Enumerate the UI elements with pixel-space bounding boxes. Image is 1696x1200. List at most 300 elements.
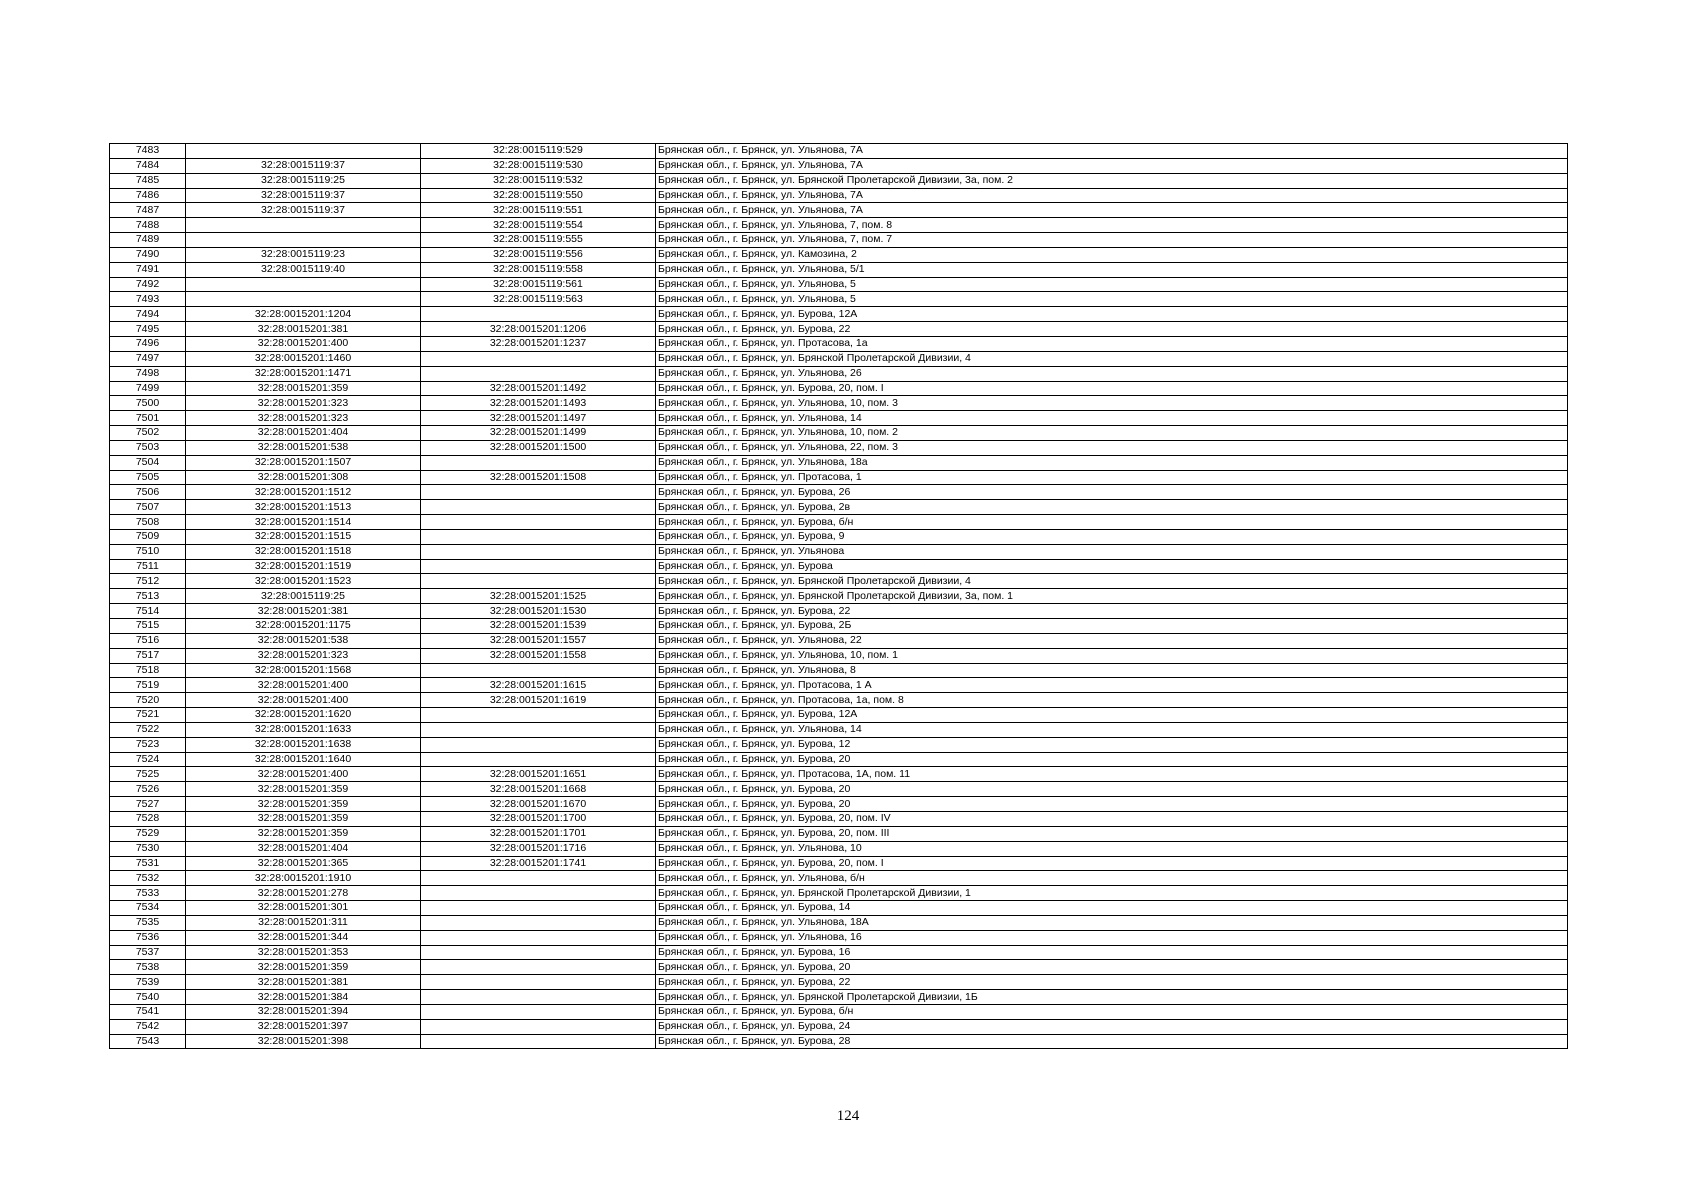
cadastral-number-cell: 32:28:0015201:1206 — [421, 322, 656, 337]
address-cell: Брянская обл., г. Брянск, ул. Брянской Пролетарской Дивизии, 4 — [656, 351, 1568, 366]
parent-cadastral-number-cell: 32:28:0015119:37 — [186, 203, 421, 218]
address-cell: Брянская обл., г. Брянск, ул. Бурова, 16 — [656, 945, 1568, 960]
address-cell: Брянская обл., г. Брянск, ул. Бурова, 20 — [656, 752, 1568, 767]
cadastral-number-cell — [421, 901, 656, 916]
cadastral-number-cell: 32:28:0015201:1492 — [421, 381, 656, 396]
table-row — [110, 1034, 1568, 1049]
cadastral-number-cell — [421, 945, 656, 960]
address-cell: Брянская обл., г. Брянск, ул. Бурова, 12А — [656, 307, 1568, 322]
row-number-cell: 7525 — [110, 767, 186, 782]
address-cell: Брянская обл., г. Брянск, ул. Ульянова, 14 — [656, 722, 1568, 737]
address-cell: Брянская обл., г. Брянск, ул. Бурова, 26 — [656, 485, 1568, 500]
cadastral-number-cell — [421, 990, 656, 1005]
table-row — [110, 426, 1568, 441]
parent-cadastral-number-cell: 32:28:0015201:400 — [186, 767, 421, 782]
cadastral-number-cell: 32:28:0015119:550 — [421, 188, 656, 203]
row-number-cell: 7512 — [110, 574, 186, 589]
parent-cadastral-number-cell: 32:28:0015201:397 — [186, 1019, 421, 1034]
parent-cadastral-number-cell: 32:28:0015201:1471 — [186, 366, 421, 381]
table-row — [110, 485, 1568, 500]
table-row — [110, 633, 1568, 648]
parent-cadastral-number-cell: 32:28:0015201:1204 — [186, 307, 421, 322]
parent-cadastral-number-cell — [186, 292, 421, 307]
address-cell: Брянская обл., г. Брянск, ул. Бурова, 20 — [656, 797, 1568, 812]
address-cell: Брянская обл., г. Брянск, ул. Бурова, 9 — [656, 529, 1568, 544]
cadastral-number-cell: 32:28:0015201:1716 — [421, 841, 656, 856]
address-cell: Брянская обл., г. Брянск, ул. Брянской Пролетарской Дивизии, 1Б — [656, 990, 1568, 1005]
table-row — [110, 915, 1568, 930]
table-row — [110, 826, 1568, 841]
row-number-cell: 7523 — [110, 737, 186, 752]
row-number-cell: 7490 — [110, 247, 186, 262]
cadastral-number-cell: 32:28:0015119:551 — [421, 203, 656, 218]
parent-cadastral-number-cell: 32:28:0015201:301 — [186, 901, 421, 916]
table-row — [110, 1019, 1568, 1034]
table-row — [110, 960, 1568, 975]
table-row — [110, 559, 1568, 574]
row-number-cell: 7534 — [110, 901, 186, 916]
row-number-cell: 7533 — [110, 886, 186, 901]
table-row — [110, 247, 1568, 262]
row-number-cell: 7527 — [110, 797, 186, 812]
table-row — [110, 515, 1568, 530]
parent-cadastral-number-cell: 32:28:0015201:381 — [186, 322, 421, 337]
row-number-cell: 7539 — [110, 975, 186, 990]
parent-cadastral-number-cell: 32:28:0015201:1638 — [186, 737, 421, 752]
address-cell: Брянская обл., г. Брянск, ул. Бурова — [656, 559, 1568, 574]
address-cell: Брянская обл., г. Брянск, ул. Ульянова, 8 — [656, 663, 1568, 678]
row-number-cell: 7493 — [110, 292, 186, 307]
row-number-cell: 7491 — [110, 262, 186, 277]
address-cell: Брянская обл., г. Брянск, ул. Брянской Пролетарской Дивизии, 3а, пом. 2 — [656, 173, 1568, 188]
row-number-cell: 7500 — [110, 396, 186, 411]
parent-cadastral-number-cell: 32:28:0015201:1515 — [186, 529, 421, 544]
table-row — [110, 589, 1568, 604]
cadastral-number-cell: 32:28:0015201:1668 — [421, 782, 656, 797]
parent-cadastral-number-cell: 32:28:0015119:37 — [186, 158, 421, 173]
row-number-cell: 7499 — [110, 381, 186, 396]
parent-cadastral-number-cell: 32:28:0015201:308 — [186, 470, 421, 485]
cadastral-number-cell — [421, 737, 656, 752]
cadastral-number-cell: 32:28:0015201:1700 — [421, 811, 656, 826]
table-row — [110, 708, 1568, 723]
parent-cadastral-number-cell: 32:28:0015201:1640 — [186, 752, 421, 767]
parent-cadastral-number-cell: 32:28:0015201:1633 — [186, 722, 421, 737]
address-cell: Брянская обл., г. Брянск, ул. Протасова, 1А, пом. 11 — [656, 767, 1568, 782]
cadastral-number-cell: 32:28:0015119:532 — [421, 173, 656, 188]
row-number-cell: 7507 — [110, 500, 186, 515]
address-cell: Брянская обл., г. Брянск, ул. Бурова, 20 — [656, 960, 1568, 975]
parent-cadastral-number-cell: 32:28:0015201:1518 — [186, 544, 421, 559]
row-number-cell: 7521 — [110, 708, 186, 723]
cadastral-number-cell: 32:28:0015201:1539 — [421, 619, 656, 634]
cadastral-number-cell — [421, 663, 656, 678]
address-cell: Брянская обл., г. Брянск, ул. Ульянова, 26 — [656, 366, 1568, 381]
cadastral-number-cell: 32:28:0015201:1497 — [421, 411, 656, 426]
table-row — [110, 901, 1568, 916]
table-row — [110, 203, 1568, 218]
row-number-cell: 7483 — [110, 144, 186, 159]
cadastral-number-cell — [421, 871, 656, 886]
parent-cadastral-number-cell: 32:28:0015201:323 — [186, 648, 421, 663]
cadastral-number-cell — [421, 544, 656, 559]
parent-cadastral-number-cell: 32:28:0015201:359 — [186, 797, 421, 812]
table-row — [110, 336, 1568, 351]
cadastral-number-cell: 32:28:0015201:1651 — [421, 767, 656, 782]
cadastral-number-cell: 32:28:0015201:1530 — [421, 604, 656, 619]
address-cell: Брянская обл., г. Брянск, ул. Бурова, 2в — [656, 500, 1568, 515]
address-cell: Брянская обл., г. Брянск, ул. Бурова, 22 — [656, 322, 1568, 337]
address-cell: Брянская обл., г. Брянск, ул. Ульянова, 10, пом. 3 — [656, 396, 1568, 411]
parent-cadastral-number-cell: 32:28:0015201:359 — [186, 782, 421, 797]
table-row — [110, 663, 1568, 678]
cadastral-number-cell: 32:28:0015201:1615 — [421, 678, 656, 693]
table-row — [110, 886, 1568, 901]
table-row — [110, 218, 1568, 233]
row-number-cell: 7538 — [110, 960, 186, 975]
table-row — [110, 1004, 1568, 1019]
parent-cadastral-number-cell — [186, 277, 421, 292]
parent-cadastral-number-cell: 32:28:0015201:400 — [186, 693, 421, 708]
address-cell: Брянская обл., г. Брянск, ул. Ульянова, 5/1 — [656, 262, 1568, 277]
table-row — [110, 693, 1568, 708]
address-cell: Брянская обл., г. Брянск, ул. Ульянова, 7А — [656, 203, 1568, 218]
cadastral-number-cell — [421, 915, 656, 930]
cadastral-number-cell — [421, 722, 656, 737]
parent-cadastral-number-cell: 32:28:0015201:359 — [186, 381, 421, 396]
cadastral-number-cell — [421, 1004, 656, 1019]
row-number-cell: 7492 — [110, 277, 186, 292]
address-cell: Брянская обл., г. Брянск, ул. Ульянова, 14 — [656, 411, 1568, 426]
address-cell: Брянская обл., г. Брянск, ул. Протасова, 1 — [656, 470, 1568, 485]
address-cell: Брянская обл., г. Брянск, ул. Ульянова, 7, пом. 8 — [656, 218, 1568, 233]
cadastral-number-cell: 32:28:0015201:1493 — [421, 396, 656, 411]
parent-cadastral-number-cell: 32:28:0015119:25 — [186, 173, 421, 188]
parent-cadastral-number-cell — [186, 218, 421, 233]
cadastral-number-cell: 32:28:0015119:563 — [421, 292, 656, 307]
table-row — [110, 975, 1568, 990]
table-row — [110, 737, 1568, 752]
cadastral-number-cell: 32:28:0015119:558 — [421, 262, 656, 277]
cadastral-number-cell — [421, 1019, 656, 1034]
cadastral-number-cell — [421, 886, 656, 901]
address-cell: Брянская обл., г. Брянск, ул. Ульянова, 16 — [656, 930, 1568, 945]
table-row — [110, 722, 1568, 737]
row-number-cell: 7508 — [110, 515, 186, 530]
parent-cadastral-number-cell: 32:28:0015201:1507 — [186, 455, 421, 470]
row-number-cell: 7532 — [110, 871, 186, 886]
table-row — [110, 233, 1568, 248]
address-cell: Брянская обл., г. Брянск, ул. Брянской Пролетарской Дивизии, 3а, пом. 1 — [656, 589, 1568, 604]
row-number-cell: 7496 — [110, 336, 186, 351]
cadastral-number-cell — [421, 960, 656, 975]
parent-cadastral-number-cell: 32:28:0015201:311 — [186, 915, 421, 930]
cadastral-number-cell: 32:28:0015119:561 — [421, 277, 656, 292]
address-cell: Брянская обл., г. Брянск, ул. Бурова, 14 — [656, 901, 1568, 916]
table-row — [110, 292, 1568, 307]
row-number-cell: 7537 — [110, 945, 186, 960]
address-cell: Брянская обл., г. Брянск, ул. Ульянова, 18А — [656, 915, 1568, 930]
row-number-cell: 7516 — [110, 633, 186, 648]
row-number-cell: 7504 — [110, 455, 186, 470]
address-cell: Брянская обл., г. Брянск, ул. Протасова, 1а — [656, 336, 1568, 351]
table-row — [110, 678, 1568, 693]
address-cell: Брянская обл., г. Брянск, ул. Ульянова, 22 — [656, 633, 1568, 648]
address-cell: Брянская обл., г. Брянск, ул. Бурова, 28 — [656, 1034, 1568, 1049]
row-number-cell: 7497 — [110, 351, 186, 366]
row-number-cell: 7506 — [110, 485, 186, 500]
parent-cadastral-number-cell: 32:28:0015119:23 — [186, 247, 421, 262]
table-row — [110, 930, 1568, 945]
cadastral-number-cell: 32:28:0015201:1237 — [421, 336, 656, 351]
address-cell: Брянская обл., г. Брянск, ул. Брянской Пролетарской Дивизии, 1 — [656, 886, 1568, 901]
table-row — [110, 811, 1568, 826]
parent-cadastral-number-cell: 32:28:0015201:400 — [186, 678, 421, 693]
table-row — [110, 619, 1568, 634]
address-cell: Брянская обл., г. Брянск, ул. Бурова, 12А — [656, 708, 1568, 723]
parent-cadastral-number-cell: 32:28:0015201:323 — [186, 411, 421, 426]
parent-cadastral-number-cell — [186, 233, 421, 248]
row-number-cell: 7517 — [110, 648, 186, 663]
table-row — [110, 277, 1568, 292]
table-row — [110, 262, 1568, 277]
address-cell: Брянская обл., г. Брянск, ул. Ульянова, 10, пом. 2 — [656, 426, 1568, 441]
table-row — [110, 574, 1568, 589]
row-number-cell: 7514 — [110, 604, 186, 619]
cadastral-number-cell — [421, 351, 656, 366]
address-cell: Брянская обл., г. Брянск, ул. Бурова, 24 — [656, 1019, 1568, 1034]
row-number-cell: 7498 — [110, 366, 186, 381]
row-number-cell: 7526 — [110, 782, 186, 797]
address-cell: Брянская обл., г. Брянск, ул. Ульянова, 10, пом. 1 — [656, 648, 1568, 663]
table-row — [110, 529, 1568, 544]
parent-cadastral-number-cell: 32:28:0015201:1910 — [186, 871, 421, 886]
parent-cadastral-number-cell: 32:28:0015201:353 — [186, 945, 421, 960]
row-number-cell: 7495 — [110, 322, 186, 337]
address-cell: Брянская обл., г. Брянск, ул. Бурова, 2Б — [656, 619, 1568, 634]
row-number-cell: 7529 — [110, 826, 186, 841]
cadastral-number-cell: 32:28:0015201:1701 — [421, 826, 656, 841]
parent-cadastral-number-cell: 32:28:0015201:404 — [186, 426, 421, 441]
parent-cadastral-number-cell: 32:28:0015201:1514 — [186, 515, 421, 530]
address-cell: Брянская обл., г. Брянск, ул. Бурова, 20, пом. I — [656, 856, 1568, 871]
parent-cadastral-number-cell: 32:28:0015201:365 — [186, 856, 421, 871]
parent-cadastral-number-cell: 32:28:0015201:1460 — [186, 351, 421, 366]
table-row — [110, 144, 1568, 159]
row-number-cell: 7510 — [110, 544, 186, 559]
parent-cadastral-number-cell: 32:28:0015201:381 — [186, 975, 421, 990]
cadastral-number-cell — [421, 529, 656, 544]
parent-cadastral-number-cell: 32:28:0015201:381 — [186, 604, 421, 619]
cadastral-number-cell: 32:28:0015201:1499 — [421, 426, 656, 441]
address-cell: Брянская обл., г. Брянск, ул. Бурова, 20, пом. I — [656, 381, 1568, 396]
parent-cadastral-number-cell: 32:28:0015119:37 — [186, 188, 421, 203]
table-row — [110, 470, 1568, 485]
cadastral-number-cell: 32:28:0015201:1500 — [421, 440, 656, 455]
table-row — [110, 455, 1568, 470]
cadastral-number-cell: 32:28:0015201:1557 — [421, 633, 656, 648]
row-number-cell: 7536 — [110, 930, 186, 945]
row-number-cell: 7486 — [110, 188, 186, 203]
row-number-cell: 7502 — [110, 426, 186, 441]
cadastral-number-cell — [421, 752, 656, 767]
cadastral-number-cell: 32:28:0015119:529 — [421, 144, 656, 159]
address-cell: Брянская обл., г. Брянск, ул. Брянской Пролетарской Дивизии, 4 — [656, 574, 1568, 589]
table-row — [110, 841, 1568, 856]
address-cell: Брянская обл., г. Брянск, ул. Бурова, 20, пом. IV — [656, 811, 1568, 826]
address-cell: Брянская обл., г. Брянск, ул. Протасова, 1 А — [656, 678, 1568, 693]
cadastral-number-cell: 32:28:0015119:530 — [421, 158, 656, 173]
row-number-cell: 7542 — [110, 1019, 186, 1034]
table-row — [110, 173, 1568, 188]
parent-cadastral-number-cell: 32:28:0015201:278 — [186, 886, 421, 901]
address-cell: Брянская обл., г. Брянск, ул. Бурова, б/н — [656, 515, 1568, 530]
table-row — [110, 396, 1568, 411]
cadastral-number-cell — [421, 559, 656, 574]
parent-cadastral-number-cell: 32:28:0015201:323 — [186, 396, 421, 411]
address-cell: Брянская обл., г. Брянск, ул. Бурова, б/н — [656, 1004, 1568, 1019]
row-number-cell: 7524 — [110, 752, 186, 767]
cadastral-number-cell — [421, 366, 656, 381]
parent-cadastral-number-cell: 32:28:0015201:1512 — [186, 485, 421, 500]
row-number-cell: 7518 — [110, 663, 186, 678]
table-row — [110, 782, 1568, 797]
address-cell: Брянская обл., г. Брянск, ул. Ульянова, 5 — [656, 277, 1568, 292]
parent-cadastral-number-cell: 32:28:0015201:538 — [186, 633, 421, 648]
row-number-cell: 7535 — [110, 915, 186, 930]
table-body — [110, 144, 1568, 1049]
row-number-cell: 7541 — [110, 1004, 186, 1019]
parent-cadastral-number-cell: 32:28:0015119:25 — [186, 589, 421, 604]
table-row — [110, 381, 1568, 396]
row-number-cell: 7509 — [110, 529, 186, 544]
row-number-cell: 7540 — [110, 990, 186, 1005]
cadastral-number-cell — [421, 930, 656, 945]
table-row — [110, 856, 1568, 871]
row-number-cell: 7528 — [110, 811, 186, 826]
cadastral-number-cell: 32:28:0015201:1619 — [421, 693, 656, 708]
parent-cadastral-number-cell: 32:28:0015201:384 — [186, 990, 421, 1005]
table-row — [110, 767, 1568, 782]
table-row — [110, 188, 1568, 203]
address-cell: Брянская обл., г. Брянск, ул. Ульянова, 7А — [656, 188, 1568, 203]
row-number-cell: 7519 — [110, 678, 186, 693]
row-number-cell: 7530 — [110, 841, 186, 856]
cadastral-number-cell — [421, 485, 656, 500]
table-row — [110, 648, 1568, 663]
cadastral-number-cell — [421, 307, 656, 322]
cadastral-number-cell — [421, 500, 656, 515]
row-number-cell: 7513 — [110, 589, 186, 604]
cadastral-number-cell: 32:28:0015201:1741 — [421, 856, 656, 871]
page-number: 124 — [836, 1108, 860, 1124]
table-row — [110, 322, 1568, 337]
address-cell: Брянская обл., г. Брянск, ул. Ульянова — [656, 544, 1568, 559]
table-row — [110, 752, 1568, 767]
cadastral-table — [109, 143, 1568, 1049]
parent-cadastral-number-cell: 32:28:0015201:538 — [186, 440, 421, 455]
table-row — [110, 544, 1568, 559]
cadastral-number-cell — [421, 1034, 656, 1049]
parent-cadastral-number-cell: 32:28:0015201:404 — [186, 841, 421, 856]
table-row — [110, 307, 1568, 322]
address-cell: Брянская обл., г. Брянск, ул. Бурова, 20, пом. III — [656, 826, 1568, 841]
parent-cadastral-number-cell: 32:28:0015201:1513 — [186, 500, 421, 515]
row-number-cell: 7511 — [110, 559, 186, 574]
address-cell: Брянская обл., г. Брянск, ул. Бурова, 12 — [656, 737, 1568, 752]
parent-cadastral-number-cell: 32:28:0015201:359 — [186, 811, 421, 826]
cadastral-number-cell — [421, 574, 656, 589]
cadastral-number-cell: 32:28:0015201:1670 — [421, 797, 656, 812]
row-number-cell: 7520 — [110, 693, 186, 708]
address-cell: Брянская обл., г. Брянск, ул. Ульянова, 7, пом. 7 — [656, 233, 1568, 248]
row-number-cell: 7522 — [110, 722, 186, 737]
row-number-cell: 7503 — [110, 440, 186, 455]
cadastral-number-cell: 32:28:0015119:554 — [421, 218, 656, 233]
cadastral-number-cell — [421, 455, 656, 470]
cadastral-number-cell: 32:28:0015201:1558 — [421, 648, 656, 663]
cadastral-number-cell: 32:28:0015119:555 — [421, 233, 656, 248]
parent-cadastral-number-cell: 32:28:0015201:1519 — [186, 559, 421, 574]
address-cell: Брянская обл., г. Брянск, ул. Бурова, 22 — [656, 975, 1568, 990]
parent-cadastral-number-cell: 32:28:0015201:359 — [186, 826, 421, 841]
parent-cadastral-number-cell: 32:28:0015201:344 — [186, 930, 421, 945]
parent-cadastral-number-cell: 32:28:0015201:400 — [186, 336, 421, 351]
address-cell: Брянская обл., г. Брянск, ул. Ульянова, б/н — [656, 871, 1568, 886]
cadastral-number-cell: 32:28:0015201:1508 — [421, 470, 656, 485]
address-cell: Брянская обл., г. Брянск, ул. Ульянова, 18а — [656, 455, 1568, 470]
table-row — [110, 871, 1568, 886]
table-row — [110, 604, 1568, 619]
address-cell: Брянская обл., г. Брянск, ул. Камозина, 2 — [656, 247, 1568, 262]
address-cell: Брянская обл., г. Брянск, ул. Ульянова, 22, пом. 3 — [656, 440, 1568, 455]
table-row — [110, 366, 1568, 381]
cadastral-number-cell: 32:28:0015119:556 — [421, 247, 656, 262]
row-number-cell: 7505 — [110, 470, 186, 485]
cadastral-number-cell — [421, 975, 656, 990]
address-cell: Брянская обл., г. Брянск, ул. Ульянова, 7А — [656, 158, 1568, 173]
cadastral-number-cell: 32:28:0015201:1525 — [421, 589, 656, 604]
table-row — [110, 351, 1568, 366]
row-number-cell: 7484 — [110, 158, 186, 173]
row-number-cell: 7487 — [110, 203, 186, 218]
table-row — [110, 158, 1568, 173]
table-row — [110, 440, 1568, 455]
row-number-cell: 7515 — [110, 619, 186, 634]
cadastral-number-cell — [421, 708, 656, 723]
table-row — [110, 500, 1568, 515]
table-row — [110, 945, 1568, 960]
address-cell: Брянская обл., г. Брянск, ул. Ульянова, 5 — [656, 292, 1568, 307]
row-number-cell: 7531 — [110, 856, 186, 871]
row-number-cell: 7494 — [110, 307, 186, 322]
row-number-cell: 7543 — [110, 1034, 186, 1049]
row-number-cell: 7485 — [110, 173, 186, 188]
table-row — [110, 990, 1568, 1005]
parent-cadastral-number-cell: 32:28:0015119:40 — [186, 262, 421, 277]
row-number-cell: 7489 — [110, 233, 186, 248]
address-cell: Брянская обл., г. Брянск, ул. Бурова, 20 — [656, 782, 1568, 797]
cadastral-number-cell — [421, 515, 656, 530]
parent-cadastral-number-cell: 32:28:0015201:398 — [186, 1034, 421, 1049]
row-number-cell: 7488 — [110, 218, 186, 233]
address-cell: Брянская обл., г. Брянск, ул. Протасова, 1а, пом. 8 — [656, 693, 1568, 708]
parent-cadastral-number-cell: 32:28:0015201:1523 — [186, 574, 421, 589]
parent-cadastral-number-cell: 32:28:0015201:394 — [186, 1004, 421, 1019]
parent-cadastral-number-cell — [186, 144, 421, 159]
address-cell: Брянская обл., г. Брянск, ул. Ульянова, 7А — [656, 144, 1568, 159]
table-row — [110, 411, 1568, 426]
